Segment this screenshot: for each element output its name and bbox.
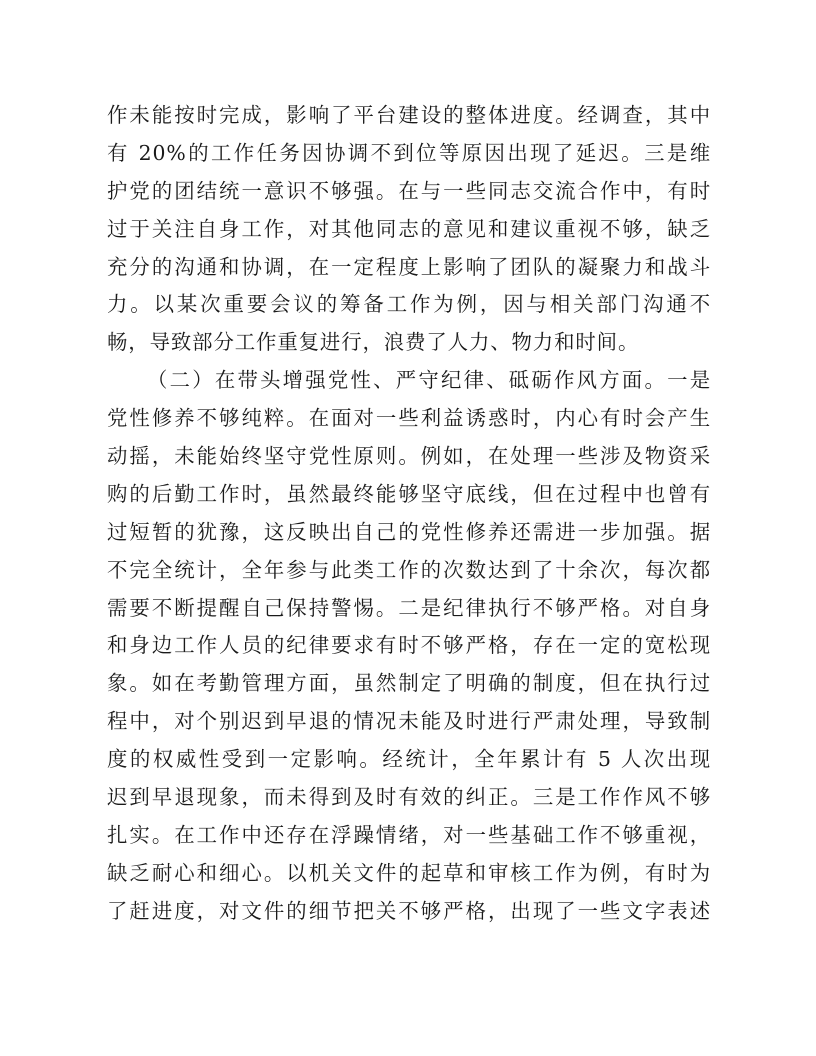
- text-line: 和身边工作人员的纪律要求有时不够严格，存在一定的宽松现: [107, 633, 711, 658]
- text-line: 过于关注自身工作，对其他同志的意见和建议重视不够，缺乏: [107, 216, 711, 241]
- section-heading-line: （二）在带头增强党性、严守纪律、砥砺作风方面。一是: [147, 368, 711, 393]
- text-line: 象。如在考勤管理方面，虽然制定了明确的制度，但在执行过: [107, 671, 711, 696]
- text-line: 了赶进度，对文件的细节把关不够严格，出现了一些文字表述: [107, 898, 711, 923]
- text-line: 需要不断提醒自己保持警惕。二是纪律执行不够严格。对自身: [107, 595, 711, 620]
- text-line: 充分的沟通和协调，在一定程度上影响了团队的凝聚力和战斗: [107, 254, 711, 279]
- text-line: 迟到早退现象，而未得到及时有效的纠正。三是工作作风不够: [107, 785, 711, 810]
- text-line: 有 20%的工作任务因协调不到位等原因出现了延迟。三是维: [107, 140, 711, 165]
- text-line: 动摇，未能始终坚守党性原则。例如，在处理一些涉及物资采: [107, 444, 711, 469]
- document-page: [107, 97, 711, 931]
- text-line: 度的权威性受到一定影响。经统计，全年累计有 5 人次出现: [107, 747, 711, 772]
- text-line: 畅，导致部分工作重复进行，浪费了人力、物力和时间。: [107, 330, 640, 355]
- text-line: 护党的团结统一意识不够强。在与一些同志交流合作中，有时: [107, 178, 711, 203]
- text-line: 力。以某次重要会议的筹备工作为例，因与相关部门沟通不: [107, 292, 711, 317]
- text-line: 不完全统计，全年参与此类工作的次数达到了十余次，每次都: [107, 557, 711, 582]
- text-line: 扎实。在工作中还存在浮躁情绪，对一些基础工作不够重视，: [107, 822, 711, 847]
- text-line: 缺乏耐心和细心。以机关文件的起草和审核工作为例，有时为: [107, 860, 711, 885]
- text-line: 购的后勤工作时，虽然最终能够坚守底线，但在过程中也曾有: [107, 481, 711, 506]
- text-line: 作未能按时完成，影响了平台建设的整体进度。经调查，其中: [107, 103, 711, 127]
- text-line: 党性修养不够纯粹。在面对一些利益诱惑时，内心有时会产生: [107, 406, 711, 431]
- text-line: 程中，对个别迟到早退的情况未能及时进行严肃处理，导致制: [107, 709, 711, 734]
- text-line: 过短暂的犹豫，这反映出自己的党性修养还需进一步加强。据: [107, 519, 711, 544]
